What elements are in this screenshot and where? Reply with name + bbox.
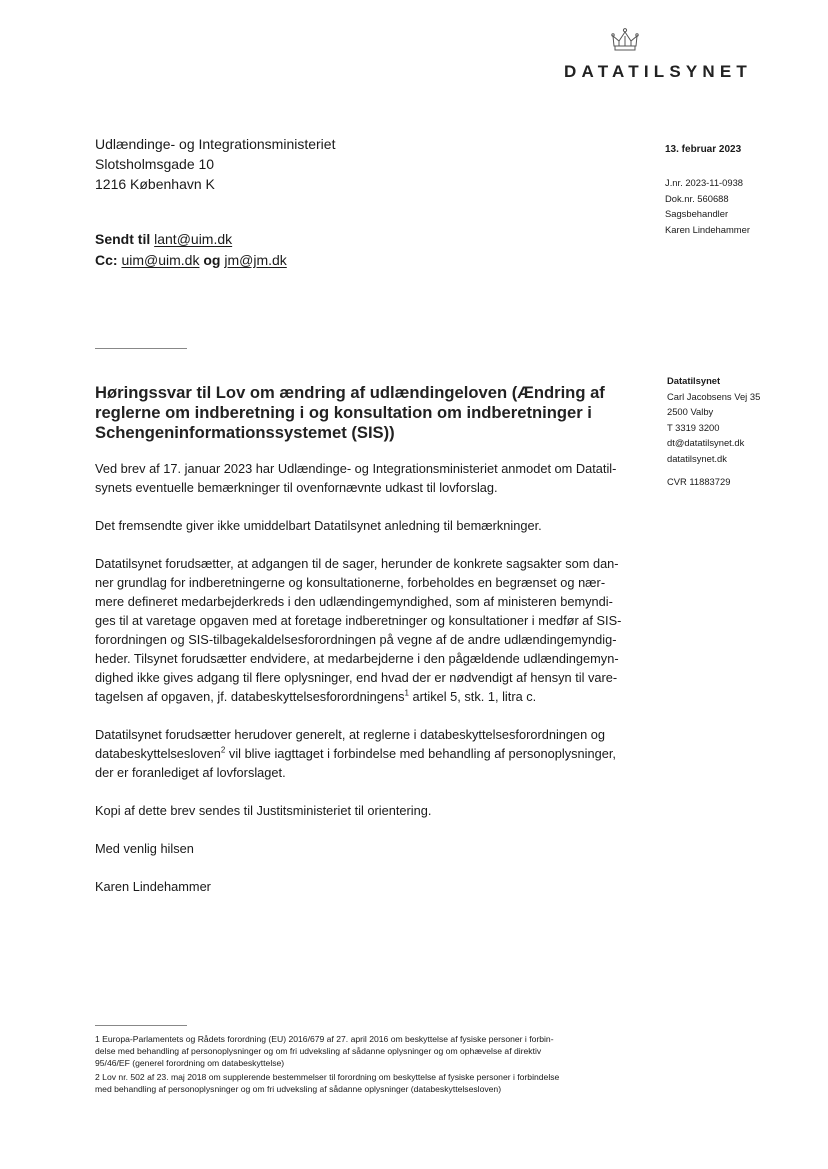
crown-icon <box>610 28 640 54</box>
paragraph-3 <box>95 554 645 706</box>
text-fragment: artikel 5, stk. 1, litra c. <box>408 689 537 704</box>
sendt-email-link[interactable]: lant@uim.dk <box>154 231 233 247</box>
footnote-line: 1 Europa-Parlamentets og Rådets forordning (EU) 2016/679 af 27. april 2016 om beskyttelse af fysiske personer i forbin- <box>95 1034 554 1044</box>
sender-address <box>667 373 760 490</box>
text-line <box>95 744 645 763</box>
paragraph-4 <box>95 725 645 782</box>
journal-number: J.nr. 2023-11-0938 <box>665 177 744 188</box>
footnote-line: med behandling af personoplysninger og om fri udveksling af sådanne oplysninger (databeskyttelsesloven) <box>95 1083 502 1094</box>
text-line: dighed ikke gives adgang til flere oplysninger, end hvad der er nødvendigt af hensyn til vare- <box>95 670 618 685</box>
datatilsynet-logo <box>560 28 770 84</box>
text-line: Ved brev af 17. januar 2023 har Udlændinge- og Integrationsministeriet anmodet om Datatil- <box>95 461 617 476</box>
letter-heading <box>95 383 625 443</box>
sendt-label: Sendt til <box>95 231 155 247</box>
paragraph-1 <box>95 459 645 497</box>
footnote-1 <box>95 1033 655 1070</box>
footnote-line: 2 Lov nr. 502 af 23. maj 2018 om supplerende bestemmelser til forordning om beskyttelse af fysiske personer i forbindelse <box>95 1071 560 1082</box>
sender-city: 2500 Valby <box>667 406 714 417</box>
footnote-line: 95/46/EF (generel forordning om databeskyttelse) <box>95 1058 285 1069</box>
document-number: Dok.nr. 560688 <box>665 192 729 204</box>
cc-og: og <box>199 252 225 268</box>
paragraph-5 <box>95 801 645 820</box>
recipient-line: Slotsholmsgade 10 <box>95 156 215 172</box>
footnote-divider <box>95 1025 187 1026</box>
text-line: der er foranlediget af lovforslaget. <box>95 765 286 780</box>
closing <box>95 839 645 858</box>
sender-phone: T 3319 3200 <box>667 421 720 433</box>
text-line: mere defineret medarbejderkreds i den udlændingemyndighed, som af ministeren bemyndi- <box>95 594 613 609</box>
sender-email: dt@datatilsynet.dk <box>667 437 745 448</box>
text-line: Datatilsynet forudsætter herudover generelt, at reglerne i databeskyttelsesforordningen og <box>95 727 606 742</box>
text-fragment: tagelsen af opgaven, jf. databeskyttelsesforordningens <box>95 689 405 704</box>
recipient-line: 1216 København K <box>95 176 215 192</box>
caseworker-name: Karen Lindehammer <box>665 223 750 235</box>
recipient-line: Udlændinge- og Integrationsministeriet <box>95 136 336 152</box>
footnote-2 <box>95 1071 655 1095</box>
paragraph-2 <box>95 516 645 535</box>
text-fragment: databeskyttelsesloven <box>95 746 221 761</box>
footnote-line: delse med behandling af personoplysninger og om fri udveksling af sådanne oplysninger og om ophævelse af direktiv <box>95 1046 542 1057</box>
text-line: Kopi af dette brev sendes til Justitsministeriet til orientering. <box>95 803 432 818</box>
text-line: heder. Tilsynet forudsætter endvidere, at medarbejderne i den pågældende udlændingemyn- <box>95 651 619 666</box>
caseworker-label: Sagsbehandler <box>665 208 729 219</box>
cc-email-link-uim[interactable]: uim@uim.dk <box>121 252 200 268</box>
text-fragment: vil blive iagttaget i forbindelse med behandling af personoplysninger, <box>225 746 616 761</box>
text-line: Datatilsynet forudsætter, at adgangen til de sager, herunder de konkrete sagsakter som dan- <box>95 556 619 571</box>
sender-name: Datatilsynet <box>667 375 721 386</box>
recipient-address <box>95 134 335 194</box>
heading-line: reglerne om indberetning i og konsultation om indberetninger i <box>95 403 592 422</box>
reference-block <box>665 175 750 237</box>
text-line: ges til at varetage opgaven med at foretage indberetninger og konsultationer i medfør af SIS- <box>95 613 622 628</box>
footnotes <box>95 1033 655 1096</box>
text-line: ner grundlag for indberetningerne og konsultationerne, forbeholdes en begrænset og nær- <box>95 575 606 590</box>
heading-line: Høringssvar til Lov om ændring af udlændingeloven (Ændring af <box>95 383 605 402</box>
footnote-ref-2[interactable]: 2 <box>220 745 226 755</box>
cc-label: Cc: <box>95 252 122 268</box>
text-line: forordningen og SIS-tilbagekaldelsesforordningen på vegne af de andre udlændingemyndig- <box>95 632 617 647</box>
text-line: synets eventuelle bemærkninger til ovenfornævnte udkast til lovforslag. <box>95 480 498 495</box>
logo-wordmark: DATATILSYNET <box>564 62 752 81</box>
text-line <box>95 687 645 706</box>
letter-date: 13. februar 2023 <box>665 144 742 155</box>
sender-street: Carl Jacobsens Vej 35 <box>667 390 761 402</box>
signature <box>95 877 645 896</box>
letter-body <box>95 459 645 915</box>
text-line: Karen Lindehammer <box>95 879 211 894</box>
sender-cvr: CVR 11883729 <box>667 476 731 487</box>
text-line: Med venlig hilsen <box>95 841 194 856</box>
heading-line: Schengeninformationssystemet (SIS)) <box>95 423 395 442</box>
footnote-ref-1[interactable]: 1 <box>404 688 409 698</box>
cc-email-link-jm[interactable]: jm@jm.dk <box>224 252 287 268</box>
sent-to-block <box>95 229 287 271</box>
sender-web: datatilsynet.dk <box>667 452 727 464</box>
divider <box>95 348 187 349</box>
text-line: Det fremsendte giver ikke umiddelbart Datatilsynet anledning til bemærkninger. <box>95 518 542 533</box>
